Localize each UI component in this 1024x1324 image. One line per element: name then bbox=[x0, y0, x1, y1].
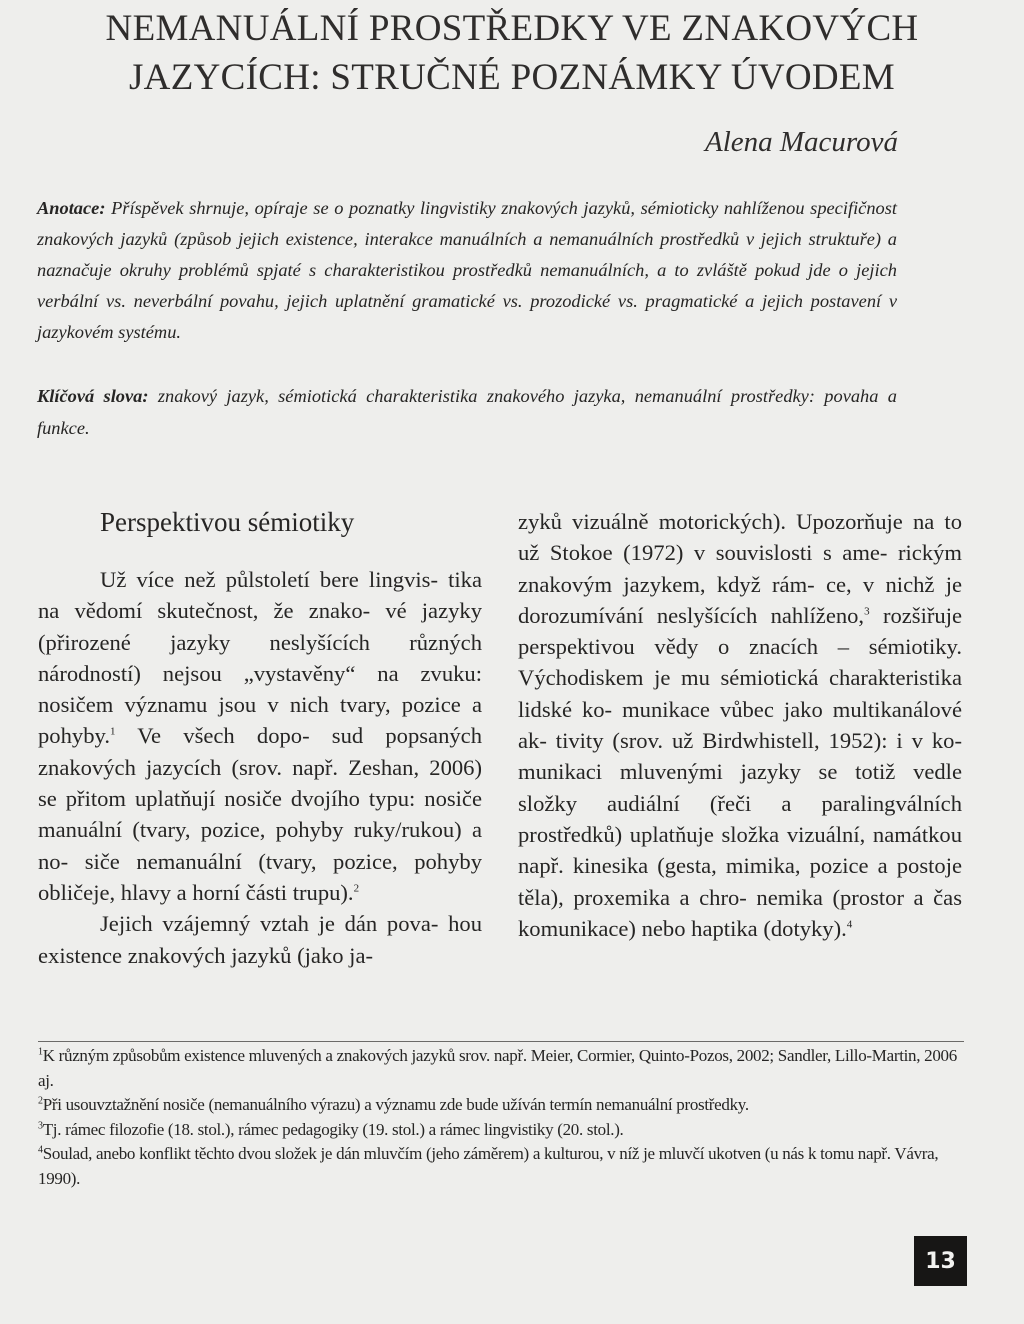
footnote-4 bbox=[38, 1142, 964, 1191]
footnote-text: Při usouvztažnění nosiče (nemanuálního výrazu) a významu zde bude užíván termín nemanuální prostředky. bbox=[42, 1095, 749, 1114]
right-line: haptika (dotyky). bbox=[691, 915, 847, 941]
keywords-text: znakový jazyk, sémiotická charakteristika znakového jazyka, nemanuální prostředky: povaha a funkce. bbox=[37, 386, 897, 438]
left-line: hou existence znakových jazyků (jako ja- bbox=[38, 911, 482, 968]
right-line: zyků vizuálně motorických). Upozorňuje bbox=[518, 509, 903, 534]
right-column bbox=[518, 506, 962, 944]
left-line: různých národností) nejsou „vystavěny“ bbox=[38, 629, 482, 686]
footnote-3 bbox=[38, 1118, 964, 1143]
left-line: nosiče dvojího typu: nosiče manuální bbox=[38, 786, 482, 843]
title-line-2: JAZYCÍCH: STRUČNÉ POZNÁMKY ÚVODEM bbox=[128, 57, 896, 98]
left-line: tika na vědomí skutečnost, že znako- bbox=[38, 567, 482, 624]
left-line: např. Zeshan, 2006) se přitom uplatňují bbox=[38, 754, 482, 812]
left-line: Jejich vzájemný vztah je dán pova- bbox=[100, 911, 439, 937]
right-line: ce, v nichž je dorozumívání neslyšících bbox=[518, 571, 962, 628]
left-line: na zvuku: nosičem významu jsou v nich bbox=[38, 660, 482, 718]
right-line: složky audiální (řeči a paralingválních bbox=[518, 790, 962, 816]
right-line: namátkou např. kinesika (gesta, mimika, bbox=[518, 821, 962, 879]
right-line: prostředků) uplatňuje složka vizuální, bbox=[518, 821, 866, 847]
footnote-text: Soulad, anebo konflikt těchto dvou složek je dán mluvčím (jeho záměrem) a kulturou, v níž je mluvčí ukotven (u nás k tomu např. Vávra, 1990). bbox=[38, 1144, 939, 1188]
paragraph-2 bbox=[38, 908, 482, 971]
left-line: vé jazyky (přirozené jazyky neslyšících bbox=[38, 598, 483, 655]
footnote-ref-2[interactable]: 2 bbox=[353, 882, 360, 895]
footnote-number: 2 bbox=[38, 1095, 43, 1107]
right-line: tivity (srov. už Birdwhistell, 1952): i v ko- bbox=[555, 728, 962, 754]
footnote-number: 4 bbox=[38, 1144, 43, 1156]
left-line: obličeje, hlavy a horní části trupu). bbox=[38, 879, 354, 905]
right-line: rozšiřuje perspektivou vědy bbox=[518, 602, 962, 660]
right-line: pozice a postoje těla), proxemika a chro- bbox=[518, 853, 962, 910]
footnote-text: Tj. rámec filozofie (18. stol.), rámec pedagogiky (19. stol.) a rámec lingvistiky (20. stol.). bbox=[42, 1119, 624, 1139]
right-line: rickým znakovým jazykem, když rám- bbox=[518, 540, 962, 597]
footnote-ref-4[interactable]: 4 bbox=[846, 918, 853, 931]
footnotes bbox=[38, 1044, 964, 1191]
keywords bbox=[37, 380, 897, 444]
footnote-number: 3 bbox=[38, 1119, 43, 1131]
title-line-1: NEMANUÁLNÍ PROSTŘEDKY VE ZNAKOVÝCH bbox=[105, 8, 919, 49]
footnote-ref-1[interactable]: 1 bbox=[109, 725, 116, 738]
article-title bbox=[0, 4, 1024, 102]
left-column bbox=[38, 506, 482, 971]
right-line: mu sémiotická charakteristika lidské ko- bbox=[518, 665, 962, 722]
left-line: Ve všech dopo- bbox=[115, 723, 310, 749]
right-line: o znacích – sémiotiky. Východiskem je bbox=[518, 634, 962, 691]
abstract bbox=[37, 193, 897, 348]
right-line: nemika (prostor a čas komunikace) nebo bbox=[518, 884, 963, 941]
right-line: nahlíženo, bbox=[770, 602, 865, 628]
keywords-label: Klíčová slova: bbox=[37, 386, 149, 406]
footnote-2 bbox=[38, 1093, 964, 1118]
page-number: 13 bbox=[914, 1236, 967, 1286]
author-name: Alena Macurová bbox=[704, 126, 898, 158]
left-line: siče nemanuální (tvary, pozice, pohyby bbox=[84, 848, 482, 874]
abstract-label: Anotace: bbox=[37, 198, 106, 218]
left-line: (tvary, pozice, pohyby ruky/rukou) a no- bbox=[38, 817, 482, 874]
left-line: sud popsaných znakových jazycích (srov. bbox=[38, 723, 482, 780]
abstract-text: Příspěvek shrnuje, opíraje se o poznatky lingvistiky znakových jazyků, sémioticky nahlíženou specifičnost znakových jazyků (způsob jejich existence, interakce manuálních a nemanuálních prostředků v jejich struktuře) a naznačuje okruhy problémů spjaté s charakteristikou prostředků nemanuálních, a to zvláště pokud jde o jejich verbální vs. neverbální povahu, jejich uplatnění gramatické vs. prozodické vs. pragmatické a jejich postavení v jazykovém systému. bbox=[37, 198, 897, 342]
footnote-1 bbox=[38, 1044, 964, 1093]
right-line: munikaci mluvenými jazyky se totiž vedle bbox=[518, 759, 962, 785]
left-line: Už více než půlstoletí bere lingvis- bbox=[100, 567, 438, 592]
paragraph-2-continued bbox=[518, 506, 962, 944]
footnote-number: 1 bbox=[38, 1046, 43, 1058]
right-line: na to už Stokoe (1972) v souvislosti s ame- bbox=[518, 509, 962, 566]
left-line: tvary, pozice a pohyby. bbox=[38, 692, 482, 749]
paragraph-1 bbox=[38, 564, 482, 908]
right-line: munikace vůbec jako multikanálové ak- bbox=[518, 696, 962, 754]
footnote-separator bbox=[38, 1041, 964, 1042]
section-heading: Perspektivou sémiotiky bbox=[100, 507, 355, 537]
footnote-text: K různým způsobům existence mluvených a znakových jazyků srov. např. Meier, Cormier, Quinto-Pozos, 2002; Sandler, Lillo-Martin, 2006 aj. bbox=[38, 1046, 957, 1090]
footnote-ref-3[interactable]: 3 bbox=[864, 605, 870, 618]
